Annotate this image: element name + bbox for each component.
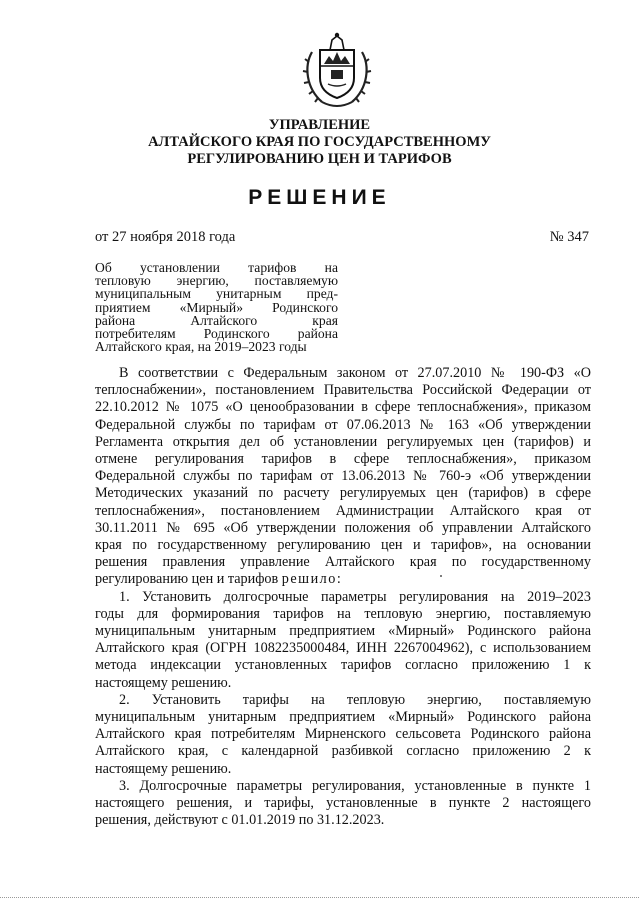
scan-speck — [440, 575, 442, 577]
item-2-paragraph — [95, 692, 591, 778]
preamble-paragraph — [95, 365, 591, 589]
body-line: отмене регулирования тарифов в сфере теплоснабжения», приказом — [95, 451, 591, 468]
item-1-paragraph — [95, 589, 591, 692]
subject-line: тепловую энергию, поставляемую — [95, 273, 338, 289]
decision-colon: : — [336, 571, 341, 588]
organization-name — [0, 117, 639, 168]
body-line: Алтайского края (ОГРН 1082235000484, ИНН 2267004962), с использованием — [95, 640, 591, 657]
body-line: Методических указаний по расчету регулируемых цен (тарифов) в сфере — [95, 485, 591, 502]
body-line: годы для формирования тарифов на тепловую энергию, поставляемую — [95, 605, 591, 622]
body-line: 3. Долгосрочные параметры регулирования, установленные в пункте 1 — [119, 777, 591, 794]
body-line — [95, 571, 591, 588]
body-line: метода индексации установленных тарифов согласно приложению 1 к — [95, 657, 591, 674]
org-line-2: АЛТАЙСКОГО КРАЯ ПО ГОСУДАРСТВЕННОМУ — [148, 134, 491, 150]
subject-line: приятием «Мирный» Родинского — [95, 299, 338, 315]
body-line: 1. Установить долгосрочные параметры регулирования на 2019–2023 — [119, 588, 591, 605]
body-line: В соответствии с Федеральным законом от 27.07.2010 № 190-ФЗ «О — [119, 365, 591, 381]
body-line: Алтайского края потребителям Мирненского сельсовета Родинского района — [95, 726, 591, 743]
subject-line: района Алтайского края — [95, 312, 338, 328]
body-line: 30.11.2011 № 695 «Об утверждении положения об управлении Алтайского — [95, 519, 591, 536]
document-date: от 27 ноября 2018 года — [95, 229, 236, 245]
document-title: РЕШЕНИЕ — [248, 186, 391, 209]
body-line: муниципальным унитарным предприятием «Мирный» Родинского района — [95, 709, 591, 726]
document-number: № 347 — [549, 229, 589, 245]
body-line: Федеральной службы по тарифам от 13.06.2013 № 760-э «Об утверждении — [95, 468, 591, 485]
decision-word: решило — [281, 571, 337, 588]
body-line: Алтайского края, с календарной разбивкой согласно приложению 2 к — [95, 743, 591, 760]
preamble-ending: регулированию цен и тарифов — [95, 571, 282, 588]
coat-of-arms-icon — [300, 30, 374, 114]
body-line: края по государственному регулированию цен и тарифов», на основании — [95, 537, 591, 554]
body-line: 2. Установить тарифы на тепловую энергию, поставляемую — [119, 691, 591, 708]
page-bottom-rule — [0, 897, 639, 898]
body-line: решения, действуют с 01.01.2019 по 31.12.2023. — [95, 812, 385, 829]
subject-line: муниципальным унитарным пред- — [95, 286, 338, 302]
body-line: теплоснабжения», постановлением Администрации Алтайского края от — [95, 502, 591, 519]
body-line: 22.10.2012 № 1075 «О ценообразовании в сфере теплоснабжения», приказом — [95, 399, 591, 416]
document-subject — [95, 261, 338, 353]
body-line: Федеральной службы по тарифам от 07.06.2013 № 163 «Об утверждении — [95, 416, 591, 433]
org-line-1: УПРАВЛЕНИЕ — [268, 117, 371, 133]
document-body — [95, 365, 591, 829]
subject-line: Об установлении тарифов на — [95, 260, 338, 275]
body-line: Регламента открытия дел об установлении регулируемых цен (тарифов) и — [95, 433, 591, 450]
body-line: настоящему решению. — [95, 674, 232, 691]
body-line: настоящего решения, и тарифы, установленные в пункте 2 настоящего — [95, 795, 591, 812]
body-line: теплоснабжении», постановлением Правительства Российской Федерации от — [95, 382, 591, 399]
item-3-paragraph — [95, 778, 591, 830]
org-line-3: РЕГУЛИРОВАНИЮ ЦЕН И ТАРИФОВ — [187, 151, 452, 167]
subject-line: Алтайского края, на 2019–2023 годы — [95, 339, 307, 355]
body-line: муниципальным унитарным предприятием «Мирный» Родинского района — [95, 623, 591, 640]
body-line: решения правления управление Алтайского края по государственному — [95, 554, 591, 571]
body-line: настоящему решению. — [95, 760, 232, 777]
subject-line: потребителям Родинского района — [95, 326, 338, 342]
